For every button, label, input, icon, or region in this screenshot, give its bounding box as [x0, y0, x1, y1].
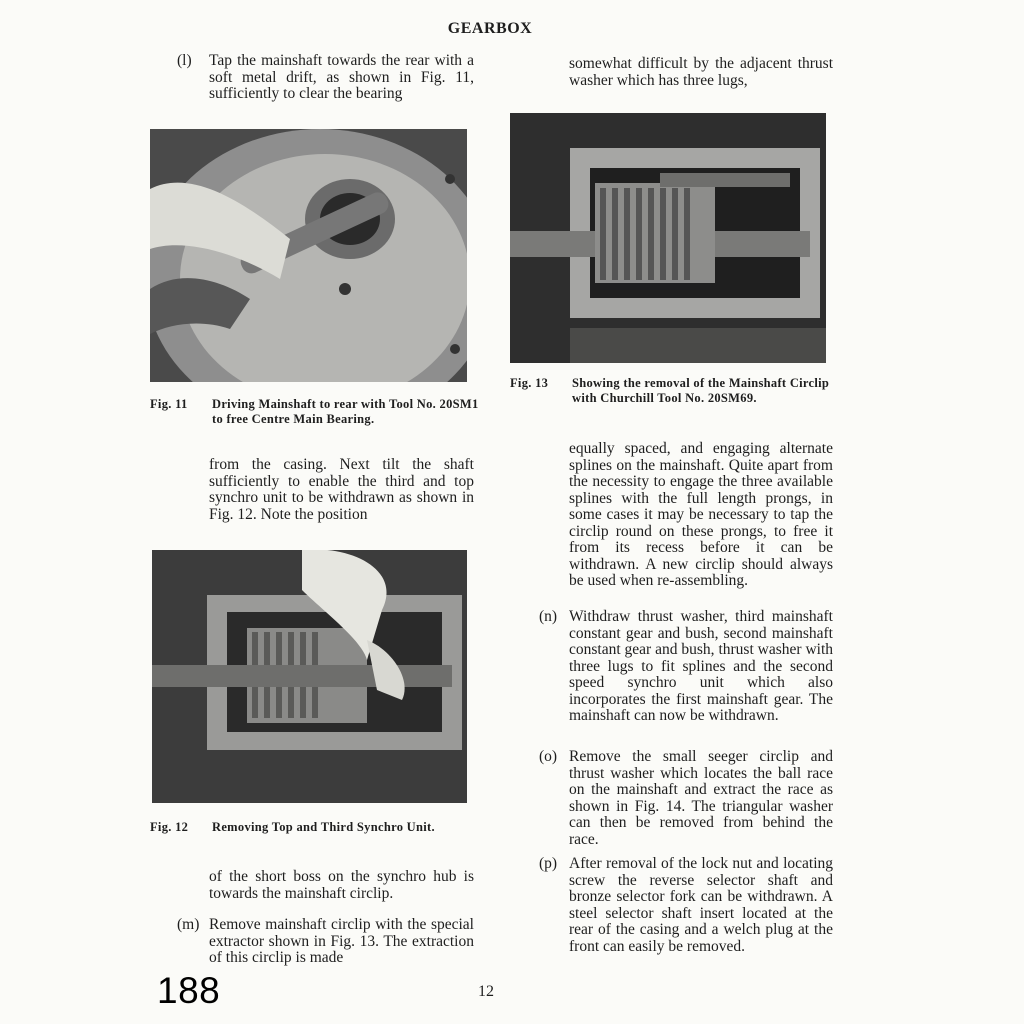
fig11-label: Fig. 11: [150, 397, 188, 411]
page-stamp: 188: [157, 970, 221, 1011]
fig11-caption: [150, 397, 480, 429]
para-equally-spaced: equally spaced, and engaging alternate splines on the mainshaft. Quite apart from the necessity to engage the three available splines with the full length prongs, in some cases it may be necessary to tap the circlip round on these prongs, to free it from its recess before it can be withdrawn. A new circlip should always be used when re-assembling.: [569, 440, 833, 589]
para-somewhat-difficult: somewhat difficult by the adjacent thrust washer which has three lugs,: [569, 55, 833, 89]
fig11-text: Driving Mainshaft to rear with Tool No. 20SM1 to free Centre Main Bearing.: [212, 397, 479, 426]
fig12-label: Fig. 12: [150, 820, 189, 834]
item-m-text: Remove mainshaft circlip with the special extractor shown in Fig. 13. The extraction of this circlip is made: [209, 916, 474, 966]
fig12-photo: [152, 550, 467, 803]
fig13-caption: [510, 376, 840, 408]
para-from-casing: from the casing. Next tilt the shaft sufficiently to enable the third and top synchro unit to be withdrawn as shown in Fig. 12. Note the position: [209, 456, 474, 523]
item-marker-n: (n): [539, 608, 558, 625]
item-marker-l: (l): [177, 52, 192, 69]
fig11-photo: [150, 129, 467, 382]
fig13-photo: [510, 113, 826, 363]
item-p-text: After removal of the lock nut and locating screw the reverse selector shaft and bronze selector fork can be withdrawn. A steel selector shaft insert located at the rear of the casing and a welch plug at the front can easily be removed.: [569, 855, 833, 955]
item-marker-p: (p): [539, 855, 558, 872]
item-marker-m: (m): [177, 916, 200, 933]
fig13-label: Fig. 13: [510, 376, 549, 390]
page-number: 12: [478, 983, 494, 1000]
item-l-text: Tap the mainshaft towards the rear with a soft metal drift, as shown in Fig. 11, sufficiently to clear the bearing: [209, 52, 474, 102]
item-n-text: Withdraw thrust washer, third mainshaft constant gear and bush, second mainshaft constant gear and bush, thrust washer with three lugs to fit splines and the second speed synchro unit which also incorporates the first mainshaft gear. The mainshaft can now be withdrawn.: [569, 608, 833, 724]
right-column: [500, 0, 1024, 1024]
item-o-text: Remove the small seeger circlip and thrust washer which locates the ball race on the mainshaft and extract the race as shown in Fig. 14. The triangular washer can then be removed from behind the race.: [569, 748, 833, 848]
page-title: GEARBOX: [447, 20, 533, 37]
fig13-text: Showing the removal of the Mainshaft Circlip with Churchill Tool No. 20SM69.: [572, 376, 830, 405]
fig12-text: Removing Top and Third Synchro Unit.: [212, 820, 435, 834]
para-short-boss: of the short boss on the synchro hub is towards the mainshaft circlip.: [209, 868, 474, 902]
item-marker-o: (o): [539, 748, 558, 765]
left-column: [0, 0, 500, 1024]
fig12-caption: [150, 820, 480, 836]
